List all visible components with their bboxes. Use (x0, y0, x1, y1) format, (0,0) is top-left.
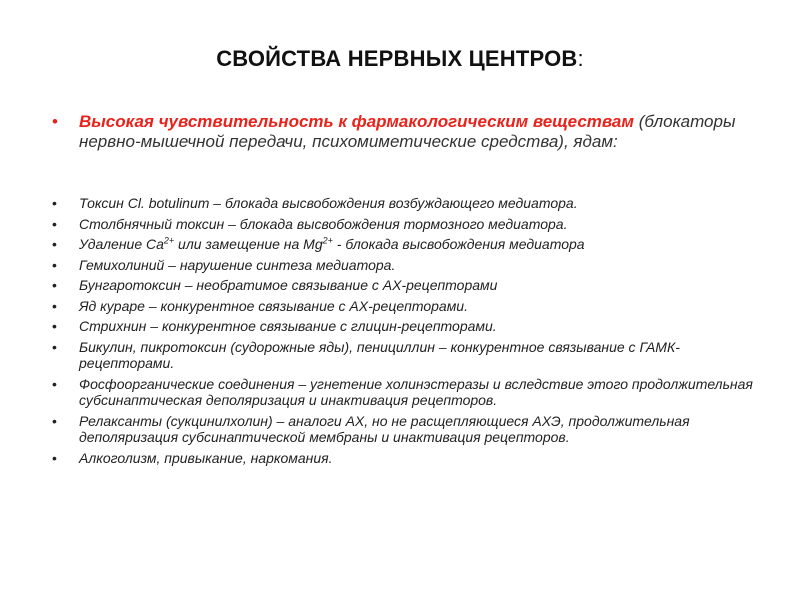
list-item (52, 216, 762, 233)
calcium-charge: 2+ (163, 235, 175, 246)
bullet-icon: • (52, 375, 57, 392)
bullet-icon: • (52, 215, 57, 232)
list-item-text: Яд кураре – конкурентное связывание с АХ-рецепторами. (79, 297, 468, 314)
main-bullet-dot: • (52, 112, 58, 131)
list-item-text: Релаксанты (сукцинилхолин) – аналоги АХ, но не расщепляющиеся АХЭ, продолжительная деполяризация субсинаптической мембраны и инактивация рецепторов. (79, 412, 690, 445)
slide-title-text: СВОЙСТВА НЕРВНЫХ ЦЕНТРОВ (216, 46, 578, 71)
bullet-icon: • (52, 297, 57, 314)
bullet-icon: • (52, 236, 57, 252)
bullet-icon: • (52, 256, 57, 273)
list-item-text: Фосфоорганические соединения – угнетение холинэстеразы и вследствие этого продолжительная субсинаптическая деполяризация и инактивация рецепторов. (79, 375, 753, 408)
main-bullet-rest: (блокаторы нервно-мышечной передачи, психомиметические средства), ядам: (79, 112, 736, 151)
list-item (52, 236, 762, 253)
bullet-icon: • (52, 412, 57, 429)
list-item-text: Алкоголизм, привыкание, наркомания. (79, 449, 333, 466)
list-item-text: Столбнячный токсин – блокада высвобождения тормозного медиатора. (79, 215, 568, 232)
list-item (52, 450, 762, 467)
list-item-text: Бикулин, пикротоксин (судорожные яды), пенициллин – конкурентное связывание с ГАМК-рецепторами. (79, 338, 680, 371)
bullet-icon: • (52, 338, 57, 355)
list-item-text: Бунгаротоксин – необратимое связывание с АХ-рецепторами (79, 277, 498, 293)
bullet-icon: • (52, 449, 57, 466)
main-bullet-highlight: Высокая чувствительность к фармакологическим веществам (79, 112, 634, 131)
main-bullet-text (79, 112, 752, 152)
list-item-text: Токсин Cl. botulinum – блокада высвобождения возбуждающего медиатора. (79, 195, 578, 211)
list-item (52, 376, 762, 409)
list-item (52, 257, 762, 274)
list-item (52, 298, 762, 315)
bullet-icon: • (52, 277, 57, 293)
list-item (52, 318, 762, 335)
bullet-list (52, 195, 762, 470)
list-item-text: Стрихнин – конкурентное связывание с глицин-рецепторами. (79, 318, 497, 334)
list-item (52, 195, 762, 212)
list-item-text (79, 236, 585, 252)
slide-title (0, 46, 800, 72)
list-item-text: Гемихолиний – нарушение синтеза медиатора. (79, 256, 396, 273)
item-text-mid: или замещение на Mg (174, 236, 323, 252)
list-item (52, 339, 762, 372)
item-text-post: - блокада высвобождения медиатора (332, 236, 585, 252)
list-item (52, 277, 762, 294)
slide-title-colon: : (577, 46, 584, 71)
list-item (52, 413, 762, 446)
bullet-icon: • (52, 195, 57, 211)
magnesium-charge: 2+ (322, 235, 333, 246)
main-bullet (52, 112, 752, 152)
item-text-pre: Удаление Ca (79, 236, 164, 252)
bullet-icon: • (52, 318, 57, 334)
